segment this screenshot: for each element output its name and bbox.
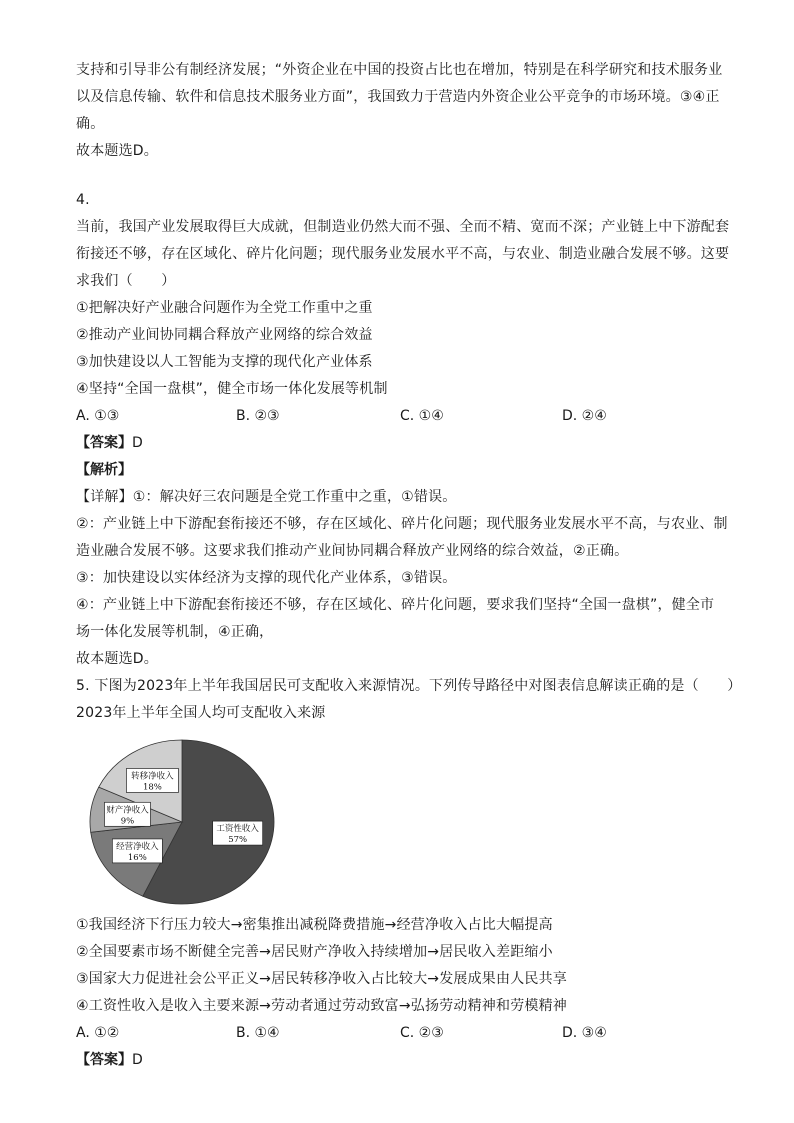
answer-tag: 【答案】: [76, 435, 132, 451]
q4-stem-line: 求我们（ ）: [76, 273, 176, 289]
q4-detail-line: 场一体化发展等机制，④正确，: [76, 624, 274, 640]
q4-detail-line: ③：加快建设以实体经济为支撑的现代化产业体系，③错误。: [76, 570, 457, 586]
q5-item: ①我国经济下行压力较大→密集推出减税降费措施→经营净收入占比大幅提高: [76, 917, 553, 933]
pie-label-2: [104, 802, 150, 826]
q3-analysis-line: 支持和引导非公有制经济发展；“外资企业在中国的投资占比也在增加，特别是在科学研究和技术服务业: [76, 62, 723, 78]
q3-analysis-line: 以及信息传输、软件和信息技术服务业方面”，我国致力于营造内外资企业公平竞争的市场环境。③④正: [76, 89, 720, 105]
answer-value: D: [132, 435, 143, 451]
pie-value-label: 16%: [127, 852, 147, 863]
q4-stem-line: 衔接还不够，存在区域化、碎片化问题；现代服务业发展水平不高，与农业、制造业融合发展不够。这要: [76, 246, 730, 262]
q4-option-a: A. ①③: [76, 408, 120, 424]
q4-option-d: D. ②④: [562, 408, 607, 424]
pie-label-1: [112, 839, 162, 863]
q4-conclusion: 故本题选D。: [76, 651, 158, 667]
q5-stem: 5. 下图为2023年上半年我国居民可支配收入来源情况。下列传导路径中对图表信息解读正确的是（ ）: [76, 678, 742, 694]
pie-value-label: 9%: [120, 816, 135, 827]
q4-detail-line: ④：产业链上中下游配套衔接还不够，存在区域化、碎片化问题，要求我们坚持“全国一盘棋”，健全市: [76, 597, 715, 613]
q4-item: ①把解决好产业融合问题作为全党工作重中之重: [76, 300, 373, 316]
q5-option-d: D. ③④: [562, 1025, 607, 1041]
pie-value-label: 57%: [228, 835, 248, 846]
q5-item: ②全国要素市场不断健全完善→居民财产净收入持续增加→居民收入差距缩小: [76, 944, 553, 960]
q3-analysis-line: 确。: [76, 116, 105, 132]
answer-tag: 【答案】: [76, 1052, 132, 1068]
q4-item: ④坚持“全国一盘棋”，健全市场一体化发展等机制: [76, 381, 388, 397]
pie-label-3: [126, 768, 178, 792]
income-source-pie-chart: [84, 734, 280, 910]
q5-option-c: C. ②③: [400, 1025, 444, 1041]
q4-item: ②推动产业间协同耦合释放产业网络的综合效益: [76, 327, 373, 343]
pie-category-label: 转移净收入: [131, 771, 174, 782]
answer-value: D: [132, 1052, 143, 1068]
pie-category-label: 工资性收入: [216, 824, 259, 835]
q5-item: ③国家大力促进社会公平正义→居民转移净收入占比较大→发展成果由人民共享: [76, 971, 568, 987]
q5-item: ④工资性收入是收入主要来源→劳动者通过劳动致富→弘扬劳动精神和劳模精神: [76, 998, 568, 1014]
pie-category-label: 经营净收入: [116, 841, 159, 852]
chart-caption: 2023年上半年全国人均可支配收入来源: [76, 705, 326, 721]
pie-label-0: [213, 821, 263, 845]
q5-answer: [76, 1050, 143, 1070]
q4-detail-line: 【详解】①：解决好三农问题是全党工作重中之重，①错误。: [76, 489, 457, 505]
q4-stem-line: 当前，我国产业发展取得巨大成就，但制造业仍然大而不强、全而不精、宽而不深；产业链上中下游配套: [76, 219, 730, 235]
q5-option-a: A. ①②: [76, 1025, 120, 1041]
q4-analysis-tag: 【解析】: [76, 462, 132, 478]
q4-item: ③加快建设以人工智能为支撑的现代化产业体系: [76, 354, 373, 370]
q5-option-b: B. ①④: [236, 1025, 280, 1041]
q4-option-b: B. ②③: [236, 408, 280, 424]
q4-answer: [76, 433, 143, 453]
pie-category-label: 财产净收入: [106, 805, 149, 816]
q4-detail-line: ②：产业链上中下游配套衔接还不够，存在区域化、碎片化问题；现代服务业发展水平不高，与农业、制: [76, 516, 728, 532]
pie-value-label: 18%: [142, 782, 162, 793]
q4-number: 4.: [76, 192, 90, 208]
q4-detail-line: 造业融合发展不够。这要求我们推动产业间协同耦合释放产业网络的综合效益，②正确。: [76, 543, 629, 559]
q4-option-c: C. ①④: [400, 408, 444, 424]
q3-conclusion: 故本题选D。: [76, 143, 158, 159]
